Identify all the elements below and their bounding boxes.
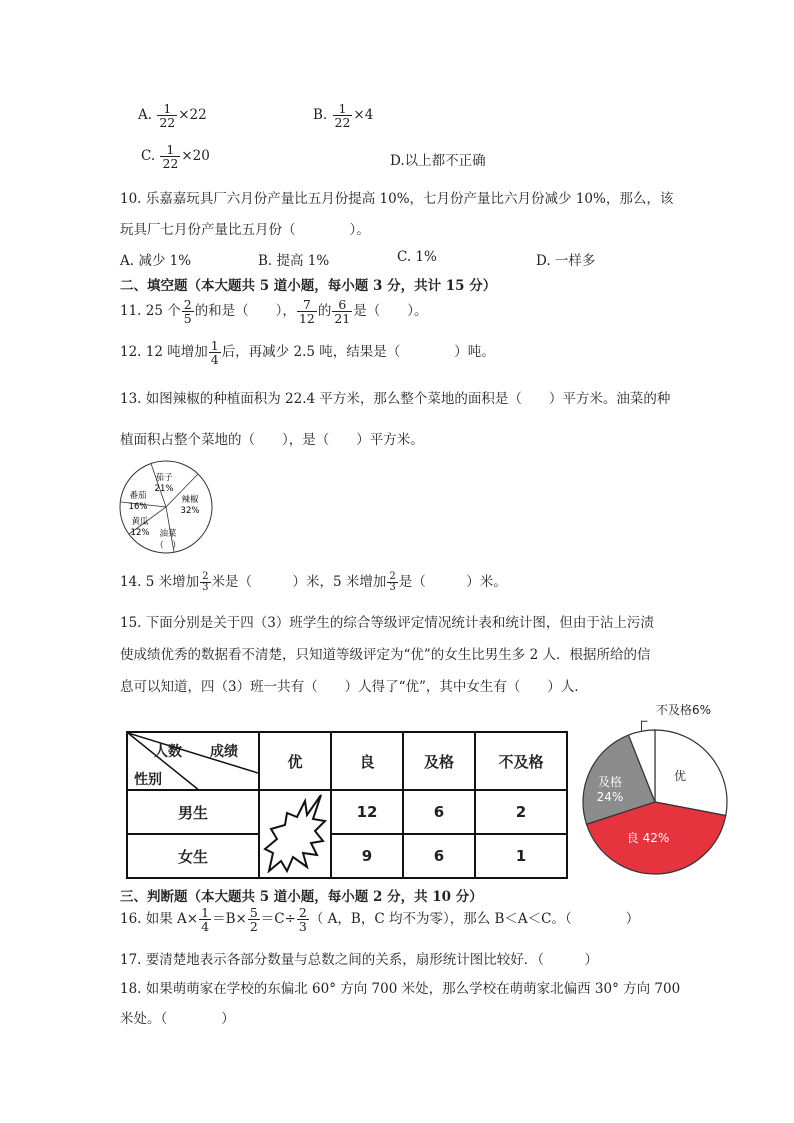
table-cell: 6 <box>403 790 475 834</box>
q10-option-d: D. 一样多 <box>536 253 596 269</box>
pie-label-2: 24% <box>596 790 624 804</box>
q10-option-b: B. 提高 1% <box>258 253 330 269</box>
q16-text: 16. 如果 A× <box>120 911 199 928</box>
q14-text: 是（ ）米。 <box>398 574 507 590</box>
q10-line1: 10. 乐嘉嘉玩具厂六月份产量比五月份提高 10%，七月份产量比六月份减少 10%，那么，该 <box>120 191 674 207</box>
pie-slice-0 <box>655 730 727 815</box>
pie-label-name: 黄瓜 <box>131 517 149 527</box>
fraction: $\frac{1}{22}$ <box>334 101 351 131</box>
q16-text: ＝C÷ <box>260 911 296 928</box>
pie-label-value: 32% <box>180 506 200 516</box>
pie-label-name: 辣椒 <box>181 495 199 505</box>
table-cell: 6 <box>403 834 475 878</box>
q15-line3: 息可以知道，四（3）班一共有（ ）人得了“优”，其中女生有（ ）人． <box>120 679 588 695</box>
q14-text: 14. 5 米增加 <box>120 574 200 590</box>
q16 <box>120 906 639 933</box>
fraction: $\frac{1}{4}$ <box>210 338 219 368</box>
q15-line2: 使成绩优秀的数据看不清楚，只知道等级评定为“优”的女生比男生多 2 人．根据所给的信 <box>120 647 651 663</box>
table-cell: 9 <box>331 834 403 878</box>
pie-label-name: 茄子 <box>155 473 173 483</box>
q11 <box>120 298 428 325</box>
pie-label-value: 21% <box>154 484 174 494</box>
q10-line2: 玩具厂七月份产量比五月份（ ）。 <box>120 222 370 238</box>
q11-text: 11. 25 个 <box>120 303 181 320</box>
q11-text: 的和是（ ）， <box>194 303 296 320</box>
q13-line2: 植面积占整个菜地的（ ），是（ ）平方米。 <box>120 432 424 448</box>
q16-text: （ A，B，C 均不为零），那么 B＜A＜C。（ ） <box>309 911 640 928</box>
table-row <box>127 790 567 834</box>
q18-line2: 米处。（ ） <box>120 1011 235 1027</box>
q17: 17. 要清楚地表示各部分数量与总数之间的关系，扇形统计图比较好．（ ） <box>120 952 599 968</box>
option-operator: ×22 <box>178 107 207 124</box>
table-cell: 1 <box>475 834 567 878</box>
corner-header-top: 人数 成绩 <box>154 744 238 760</box>
option-label: A. <box>138 107 153 124</box>
grade-pie-chart <box>570 700 740 885</box>
q10-option-c: C. 1% <box>397 249 437 265</box>
table-cell: 12 <box>331 790 403 834</box>
ink-stain-icon <box>261 791 329 873</box>
q10-option-a: A. 减少 1% <box>120 253 192 269</box>
q15-line1: 15. 下面分别是关于四（3）班学生的综合等级评定情况统计表和统计图，但由于沾上污渍 <box>120 615 654 631</box>
section2-heading: 二、填空题（本大题共 5 道小题，每小题 3 分，共计 15 分） <box>120 278 497 294</box>
fraction: $\frac{2}{5}$ <box>183 297 192 327</box>
q11-text: 是（ ）。 <box>353 303 428 320</box>
fraction: $\frac{1}{22}$ <box>159 101 176 131</box>
q9-option-c <box>141 143 210 170</box>
fraction: $\frac{1}{4}$ <box>201 905 210 935</box>
pie-label-3: 不及格6% <box>656 703 712 717</box>
pie-label-value: （ ） <box>155 541 181 551</box>
fraction: $\frac{6}{21}$ <box>334 297 351 327</box>
pie-callout-line <box>642 721 648 731</box>
q14 <box>120 570 507 594</box>
vegetable-pie-chart <box>116 460 216 560</box>
option-operator: ×4 <box>353 107 374 124</box>
table-row <box>127 834 567 878</box>
fraction: $\frac{7}{12}$ <box>298 297 315 327</box>
q18-line1: 18. 如果萌萌家在学校的东偏北 60° 方向 700 米处，那么学校在萌萌家北偏西 30° 方向 700 <box>120 981 681 997</box>
fraction: $\frac{2}{3}$ <box>298 905 307 935</box>
table-cell: 2 <box>475 790 567 834</box>
table-header: 及格 <box>403 732 475 790</box>
fraction: $\frac{1}{22}$ <box>162 142 179 172</box>
pie-label-value: 12% <box>130 528 150 538</box>
q9-option-a <box>138 102 207 129</box>
fraction: $\frac{2}{3}$ <box>389 570 396 593</box>
pie-label-name: 油菜 <box>159 529 177 539</box>
q9-option-d: D.以上都不正确 <box>390 153 486 169</box>
pie-label-1: 良 42% <box>626 831 670 845</box>
q12 <box>120 339 495 366</box>
table-header: 优 <box>259 732 331 790</box>
fraction: $\frac{2}{3}$ <box>202 570 209 593</box>
table-corner-cell <box>127 732 259 790</box>
pie-label-name: 番茄 <box>129 491 147 501</box>
q14-text: 米是（ ）米，5 米增加 <box>211 574 387 590</box>
q11-text: 的 <box>317 303 332 320</box>
option-operator: ×20 <box>181 148 210 165</box>
row-label: 女生 <box>127 834 259 878</box>
pie-label-0: 优 <box>673 769 687 783</box>
pie-label-value: 16% <box>128 502 148 512</box>
grade-stat-table <box>126 731 568 879</box>
fraction: $\frac{5}{2}$ <box>249 905 258 935</box>
q13-line1: 13. 如图辣椒的种植面积为 22.4 平方米，那么整个菜地的面积是（ ）平方米。油菜的种 <box>120 391 671 407</box>
q16-text: ＝B× <box>212 911 247 928</box>
table-header: 良 <box>331 732 403 790</box>
section3-heading: 三、判断题（本大题共 5 道小题，每小题 2 分，共 10 分） <box>120 889 483 905</box>
q12-text: 后，再减少 2.5 吨，结果是（ ）吨。 <box>221 344 495 361</box>
table-header: 不及格 <box>475 732 567 790</box>
q9-option-b <box>313 102 373 129</box>
option-label: B. <box>313 107 328 124</box>
stain-cell <box>259 790 331 878</box>
corner-header-bottom: 性别 <box>134 772 162 788</box>
row-label: 男生 <box>127 790 259 834</box>
option-label: C. <box>141 148 156 165</box>
pie-label-2: 及格 <box>597 775 623 789</box>
q12-text: 12. 12 吨增加 <box>120 344 208 361</box>
